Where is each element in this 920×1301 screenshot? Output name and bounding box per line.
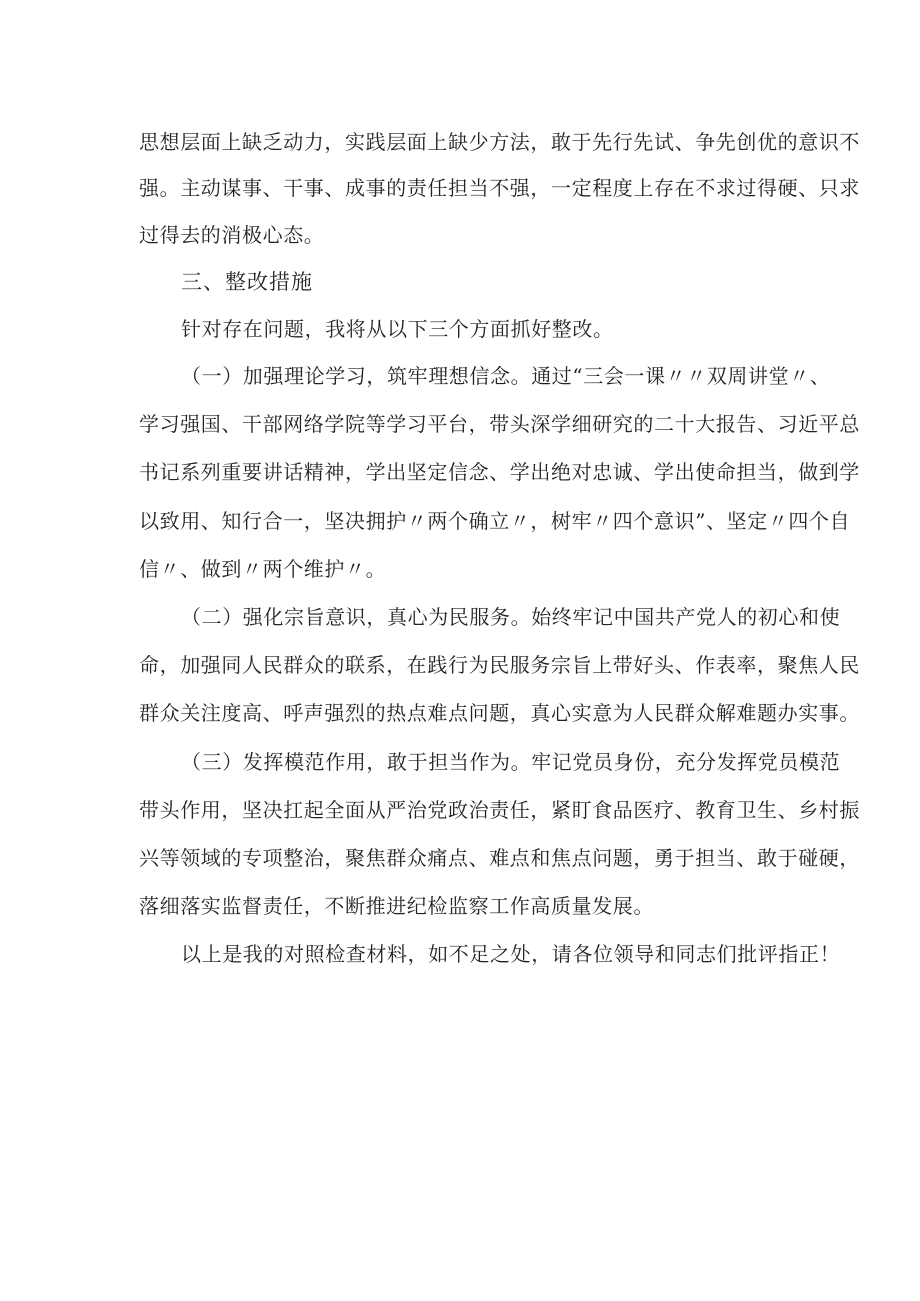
measure-1-line-2: 学习强国、干部网络学院等学习平台，带头深学细研究的二十大报告、习近平总 bbox=[139, 412, 860, 436]
para-lead-line-1: 针对存在问题，我将从以下三个方面抓好整改。 bbox=[181, 317, 614, 341]
measure-2-line-3: 群众关注度高、呼声强烈的热点难点问题，真心实意为人民群众解难题办实事。 bbox=[139, 701, 860, 725]
measure-1-line-1: （一）加强理论学习，筑牢理想信念。通过“三会一课〃〃双周讲堂〃、 bbox=[181, 364, 831, 388]
para-intro-line-3: 过得去的消极心态。 bbox=[139, 223, 325, 247]
measure-3-line-3: 兴等领域的专项整治，聚焦群众痛点、难点和焦点问题，勇于担当、敢于碰硬， bbox=[139, 846, 860, 870]
measure-2-line-2: 命，加强同人民群众的联系，在践行为民服务宗旨上带好头、作表率，聚焦人民 bbox=[139, 653, 860, 677]
para-intro-line-1: 思想层面上缺乏动力，实践层面上缺少方法，敢于先行先试、争先创优的意识不 bbox=[139, 130, 860, 154]
measure-3-line-4: 落细落实监督责任，不断推进纪检监察工作高质量发展。 bbox=[139, 894, 654, 918]
section-heading: 三、整改措施 bbox=[181, 270, 313, 294]
measure-1-line-3: 书记系列重要讲话精神，学出坚定信念、学出绝对忠诚、学出使命担当，做到学 bbox=[139, 460, 860, 484]
measure-3-line-2: 带头作用，坚决扛起全面从严治党政治责任，紧盯食品医疗、教育卫生、乡村振 bbox=[139, 798, 860, 822]
measure-1-line-5: 信〃、做到〃两个维护〃。 bbox=[139, 557, 387, 581]
para-intro-line-2: 强。主动谋事、干事、成事的责任担当不强，一定程度上存在不求过得硬、只求 bbox=[139, 176, 860, 200]
measure-1-line-4: 以致用、知行合一，坚决拥护〃两个确立〃，树牢〃四个意识”、坚定〃四个自 bbox=[139, 509, 851, 533]
measure-2-line-1: （二）强化宗旨意识，真心为民服务。始终牢记中国共产党人的初心和使 bbox=[181, 605, 841, 629]
measure-3-line-1: （三）发挥模范作用，敢于担当作为。牢记党员身份，充分发挥党员模范 bbox=[181, 750, 841, 774]
closing-line-1: 以上是我的对照检查材料，如不足之处，请各位领导和同志们批评指正！ bbox=[181, 942, 841, 966]
